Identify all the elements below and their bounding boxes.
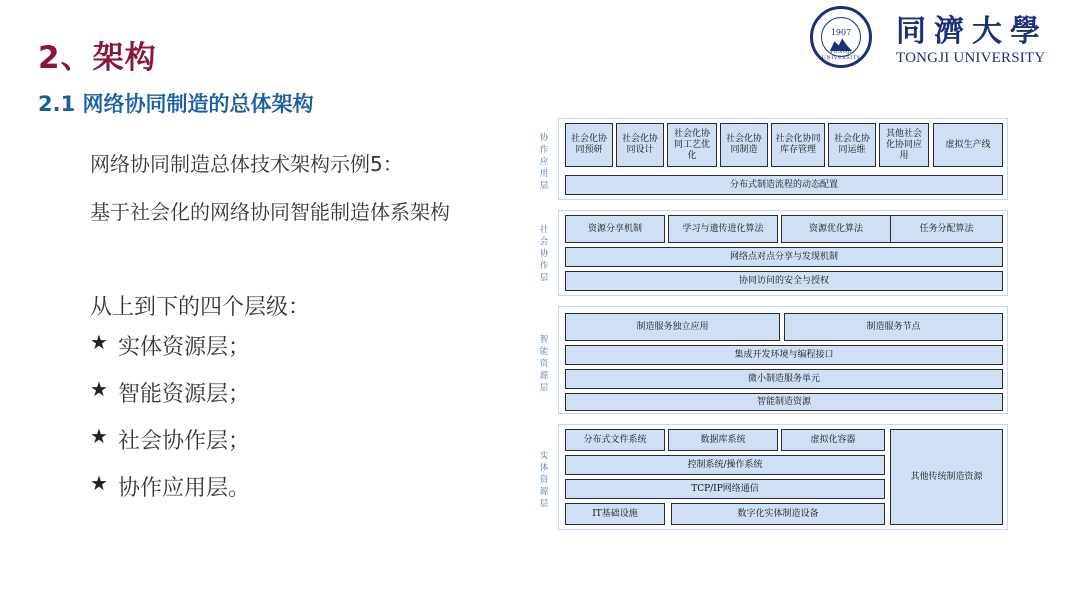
layer-label: 社会协作层 <box>539 225 549 283</box>
example-description: 基于社会化的网络协同智能制造体系架构 <box>90 200 450 224</box>
layer-smart <box>530 306 1010 414</box>
layer-box <box>558 118 1008 200</box>
diagram-cell: 分布式文件系统 <box>565 429 665 451</box>
architecture-diagram <box>530 118 1010 533</box>
diagram-cell: 虚拟化容器 <box>781 429 885 451</box>
levels-heading: 从上到下的四个层级： <box>90 295 311 320</box>
layer-label: 实体资源层 <box>539 451 549 509</box>
seal-ring-text: TONGJI UNIVERSITY <box>821 49 861 61</box>
diagram-cell: 微小制造服务单元 <box>565 369 1003 389</box>
diagram-cell: 社会化协同工艺优化 <box>667 123 717 167</box>
star-icon: ★ <box>90 471 108 495</box>
layer-social <box>530 210 1010 296</box>
diagram-cell: 虚拟生产线 <box>933 123 1003 167</box>
layer-box <box>558 424 1008 530</box>
layer-box <box>558 306 1008 414</box>
diagram-cell: 社会化协同库存管理 <box>771 123 825 167</box>
seal-year: 1907 <box>830 28 852 37</box>
diagram-cell: 其他社会化协同应用 <box>879 123 929 167</box>
layer-entity <box>530 424 1010 530</box>
level-text: 社会协作层； <box>117 429 250 454</box>
diagram-cell: 资源优化算法 <box>781 215 891 243</box>
diagram-cell: 学习与遗传进化算法 <box>668 215 778 243</box>
university-seal-icon <box>810 6 872 68</box>
diagram-cell: 制造服务节点 <box>784 313 1003 341</box>
diagram-cell: 任务分配算法 <box>890 215 1003 243</box>
diagram-cell: 社会化协同设计 <box>616 123 664 167</box>
diagram-cell: 社会化协同制造 <box>720 123 768 167</box>
diagram-cell: 制造服务独立应用 <box>565 313 780 341</box>
diagram-cell: 数字化实体制造设备 <box>671 503 885 525</box>
layer-box <box>558 210 1008 296</box>
section-subtitle: 2.1 网络协同制造的总体架构 <box>38 92 314 116</box>
star-icon: ★ <box>90 330 108 354</box>
layer-collab-app <box>530 118 1010 200</box>
page-title: 2、架构 <box>38 40 157 76</box>
diagram-cell: 其他传统制造资源 <box>890 429 1003 525</box>
level-text: 智能资源层； <box>117 382 250 407</box>
diagram-cell: 集成开发环境与编程接口 <box>565 345 1003 365</box>
levels-list <box>90 330 250 518</box>
diagram-cell: 资源分享机制 <box>565 215 665 243</box>
list-item <box>90 471 250 518</box>
university-name-en: TONGJI UNIVERSITY <box>896 50 1046 66</box>
level-text: 协作应用层。 <box>117 476 250 501</box>
layer-label: 智能资源层 <box>539 335 549 393</box>
university-logo <box>810 6 1080 76</box>
diagram-cell: 控制系统/操作系统 <box>565 455 885 475</box>
diagram-cell: 网络点对点分享与发现机制 <box>565 247 1003 267</box>
star-icon: ★ <box>90 377 108 401</box>
university-name-cn: 同濟大學 <box>896 14 1048 49</box>
list-item <box>90 377 250 424</box>
list-item <box>90 330 250 377</box>
layer-label: 协作应用层 <box>539 133 549 191</box>
diagram-cell: 分布式制造流程的动态配置 <box>565 175 1003 195</box>
diagram-cell: TCP/IP网络通信 <box>565 479 885 499</box>
diagram-cell: IT基础设施 <box>565 503 665 525</box>
star-icon: ★ <box>90 424 108 448</box>
diagram-cell: 数据库系统 <box>668 429 778 451</box>
diagram-cell: 协同访问的安全与授权 <box>565 271 1003 291</box>
example-heading: 网络协同制造总体技术架构示例5： <box>90 152 403 176</box>
diagram-cell: 社会化协同预研 <box>565 123 613 167</box>
list-item <box>90 424 250 471</box>
level-text: 实体资源层； <box>117 335 250 360</box>
diagram-cell: 社会化协同运维 <box>828 123 876 167</box>
diagram-cell: 智能制造资源 <box>565 393 1003 411</box>
